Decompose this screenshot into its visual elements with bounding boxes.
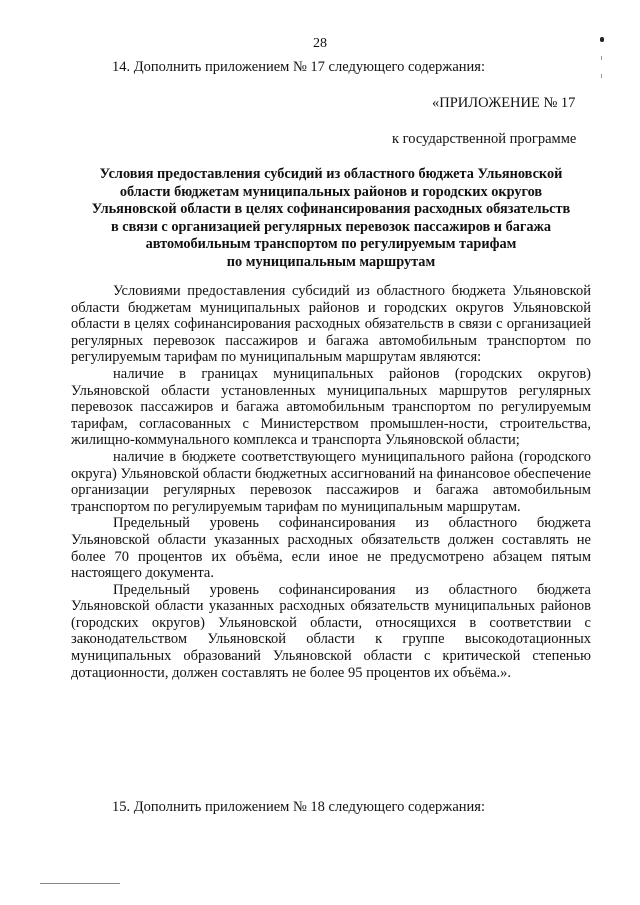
margin-mark [600, 37, 604, 42]
paragraph: Условиями предоставления субсидий из областного бюджета Ульяновской области бюджетам муниципальных районов и городских округов Ульяновской области в целях софинансирования расходных обязательств в связи с организацией регулярных перевозок пассажиров и багажа автомобильным транспортом по регулируемым тарифам по муниципальным маршрутам являются: [71, 283, 591, 366]
margin-mark [601, 74, 602, 78]
heading-line: по муниципальным маршрутам [226, 253, 436, 270]
heading-line: области бюджетам муниципальных районов и городских округов [119, 183, 543, 200]
paragraph: наличие в бюджете соответствующего муниципального района (городского округа) Ульяновской области бюджетных ассигнований на финансовое обеспечение организации регулярных перевозок пассажиров и багажа автомобильным транспортом по регулируемым тарифам по муниципальным маршрутам. [71, 448, 591, 515]
heading-line: Условия предоставления субсидий из областного бюджета Ульяновской [99, 166, 563, 182]
document-heading [70, 166, 592, 272]
page-number: 28 [313, 36, 327, 51]
heading-line: Ульяновской области в целях софинансирования расходных обязательств [91, 201, 571, 218]
heading-line: в связи с организацией регулярных перевозок пассажиров и багажа [110, 218, 552, 235]
body-text [71, 283, 591, 681]
item-15: 15. Дополнить приложением № 18 следующего содержания: [112, 799, 485, 815]
paragraph: наличие в границах муниципальных районов (городских округов) Ульяновской области установленных муниципальных маршрутов регулярных перевозок пассажиров и багажа автомобильным транспортом по регулируемым тарифам, согласованных с Министерством промышлен-ности, строительства, жилищно-коммунального комплекса и транспорта Ульяновской области; [71, 365, 591, 449]
appendix-subtitle: к государственной программе [392, 131, 577, 147]
appendix-title: «ПРИЛОЖЕНИЕ № 17 [432, 95, 576, 111]
paragraph: Предельный уровень софинансирования из областного бюджета Ульяновской области указанных расходных обязательств должен составлять не более 70 процентов их объёма, если иное не предусмотрено абзацем пятым настоящего документа. [71, 515, 591, 582]
footnote-separator [40, 883, 120, 884]
margin-mark [601, 56, 602, 60]
item-14: 14. Дополнить приложением № 17 следующего содержания: [112, 59, 485, 75]
heading-line: автомобильным транспортом по регулируемым тарифам [145, 236, 517, 253]
paragraph: Предельный уровень софинансирования из областного бюджета Ульяновской области указанных расходных обязательств муниципальных районов (городских округов) Ульяновской области, относящихся в соответствии с законодательством Ульяновской области к группе высокодотационных муниципальных образований Ульяновской области с критической степенью дотационности, должен составлять не более 95 процентов их объёма.». [71, 581, 591, 681]
